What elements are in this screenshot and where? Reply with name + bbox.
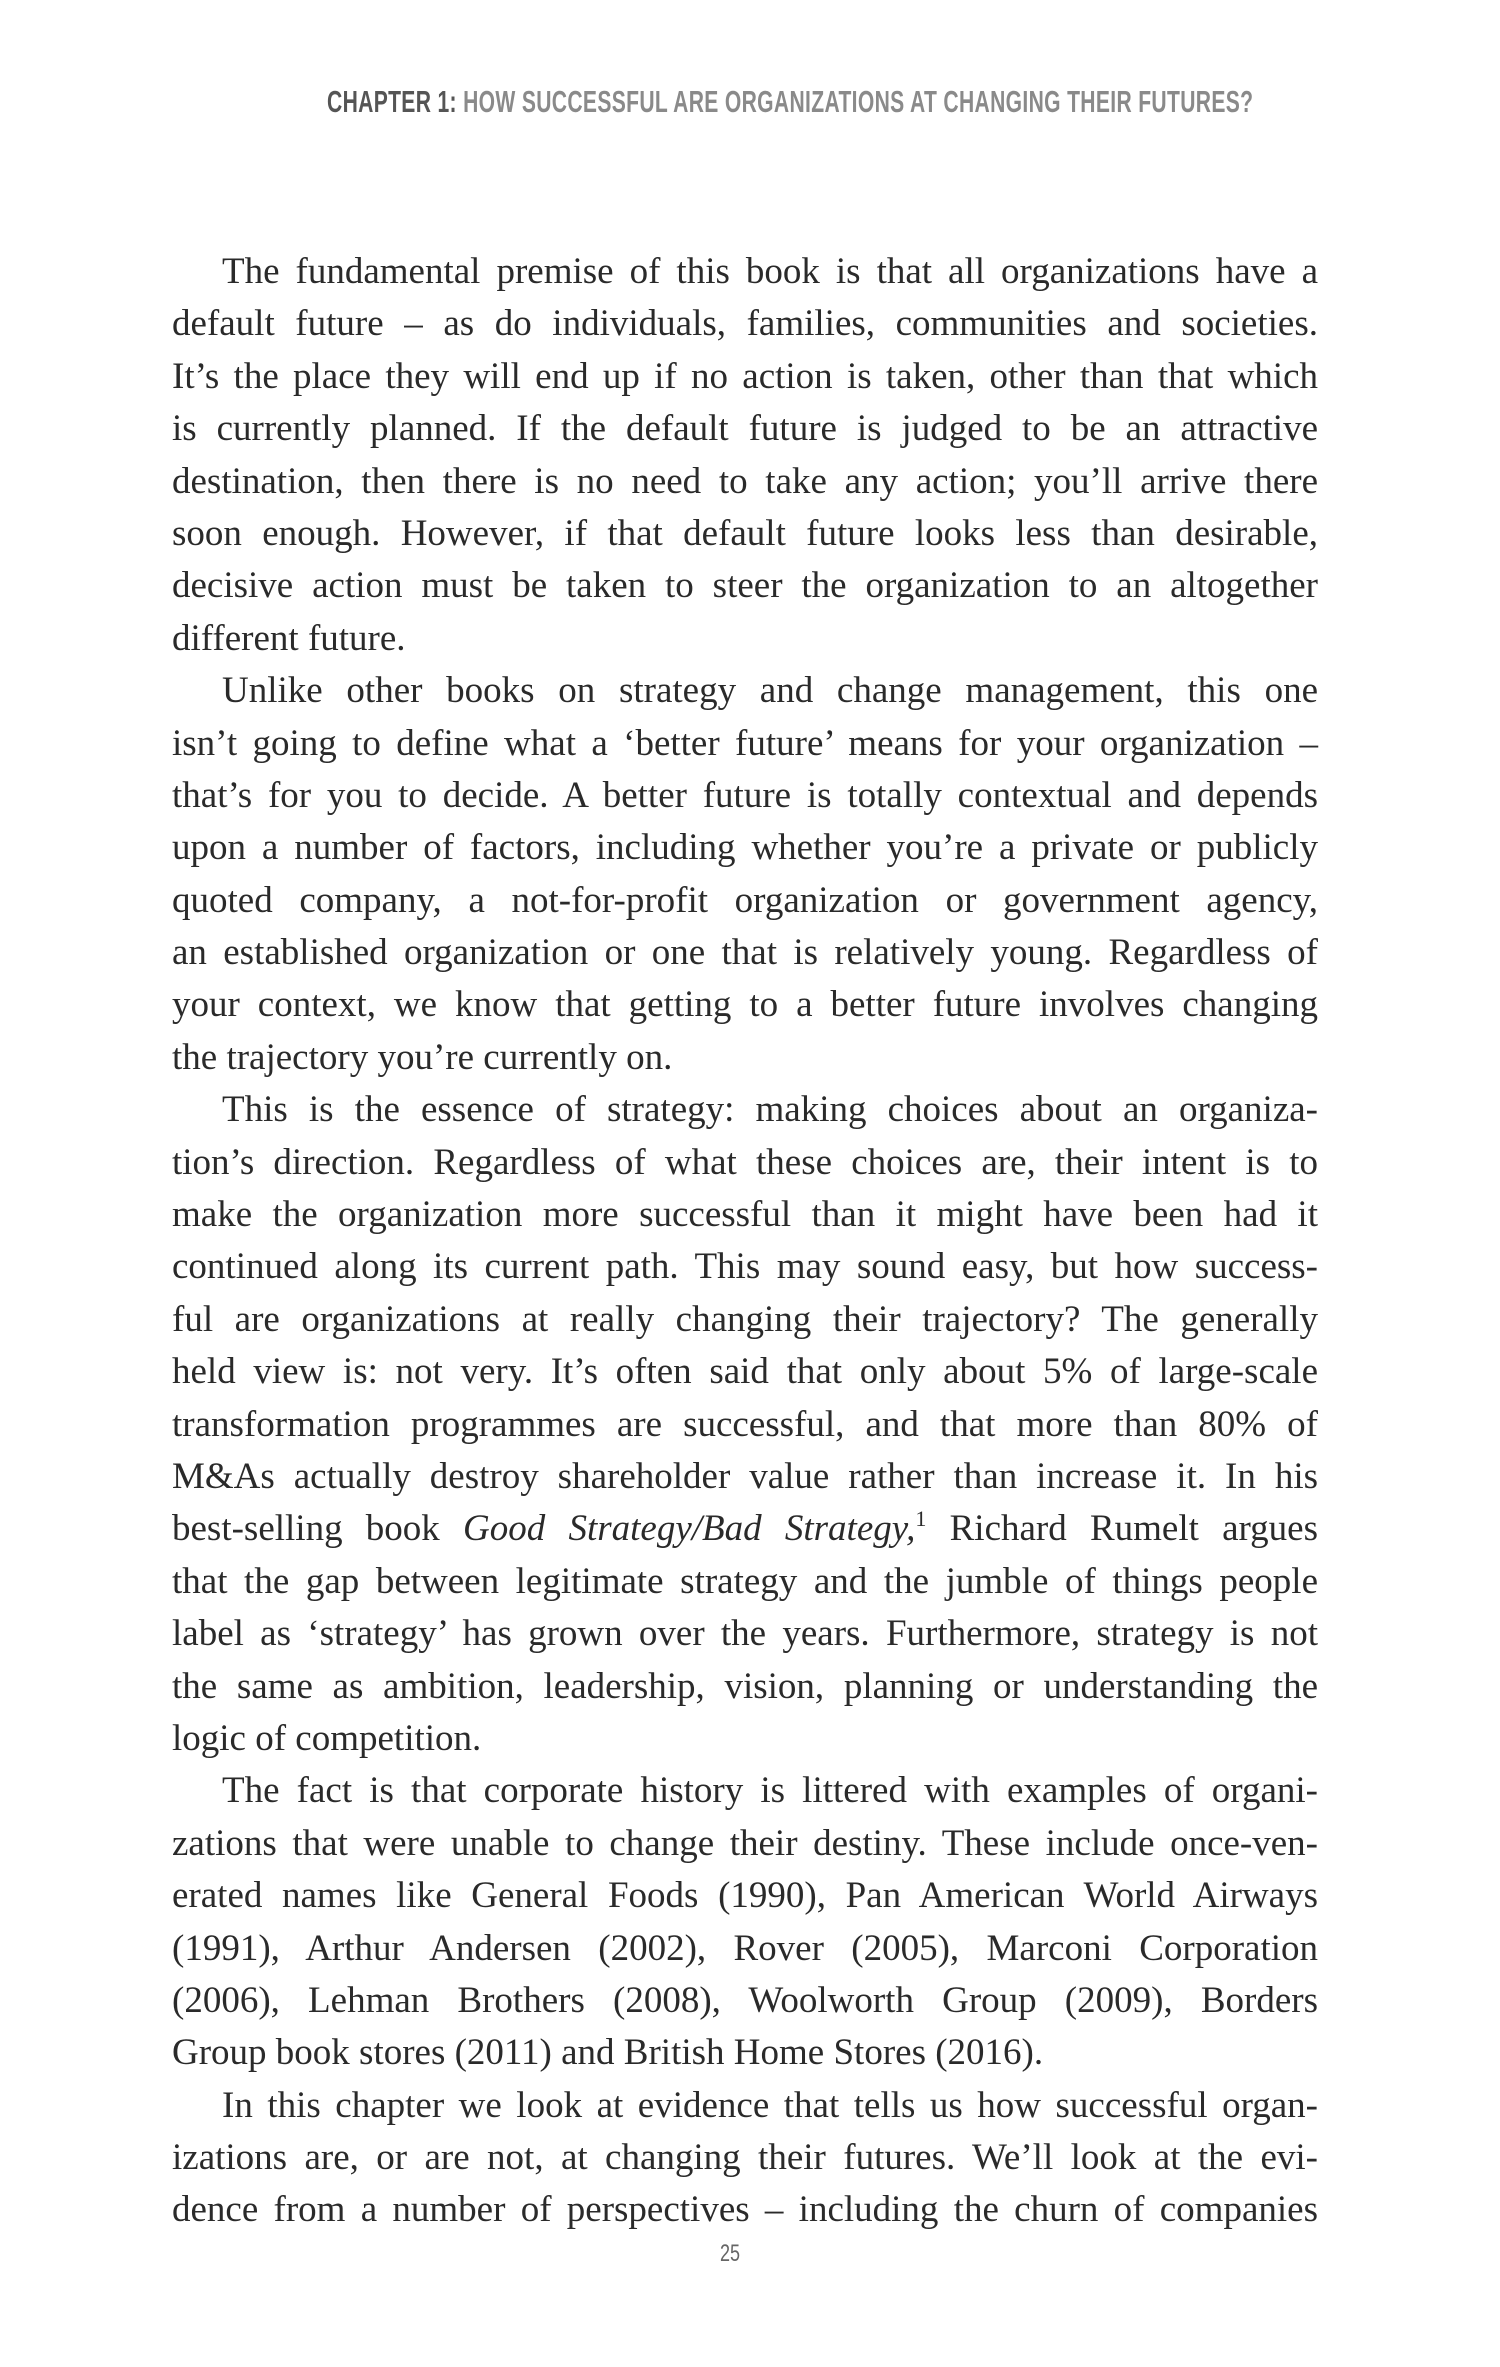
text-line: It’s the place they will end up if no action is taken, other than that which <box>172 355 1318 397</box>
text-line: dence from a number of perspectives – including the churn of companies <box>172 2189 1318 2231</box>
text-line: isn’t going to define what a ‘better future’ means for your organization – <box>172 722 1318 764</box>
paragraph <box>172 1765 1318 2079</box>
text-line: Group book stores (2011) and British Home Stores (2016). <box>172 2032 1044 2074</box>
chapter-title: HOW SUCCESSFUL ARE ORGANIZATIONS AT CHANGING THEIR FUTURES? <box>463 84 1254 119</box>
book-title: Good Strategy/Bad Strategy, <box>463 1508 916 1550</box>
text-line: label as ‘strategy’ has grown over the years. Furthermore, strategy is not <box>172 1613 1318 1655</box>
text-line: that the gap between legitimate strategy and the jumble of things people <box>172 1560 1318 1602</box>
text-line: quoted company, a not-for-profit organization or government agency, <box>172 879 1318 921</box>
text-line: make the organization more successful than it might have been had it <box>172 1194 1318 1236</box>
paragraph <box>172 1084 1318 1765</box>
text-span: Richard Rumelt argues <box>926 1508 1319 1550</box>
text-line: an established organization or one that is relatively young. Regardless of <box>172 932 1318 974</box>
text-line: (2006), Lehman Brothers (2008), Woolworth Group (2009), Borders <box>172 1979 1318 2021</box>
chapter-label: CHAPTER 1: <box>327 84 457 119</box>
text-line: The fact is that corporate history is littered with examples of organi- <box>222 1770 1318 1812</box>
text-line: M&As actually destroy shareholder value rather than increase it. In his <box>172 1455 1318 1497</box>
text-line: soon enough. However, if that default future looks less than desirable, <box>172 512 1318 554</box>
text-line: tion’s direction. Regardless of what these choices are, their intent is to <box>172 1141 1318 1183</box>
text-line: (1991), Arthur Andersen (2002), Rover (2005), Marconi Corporation <box>172 1927 1318 1969</box>
paragraph <box>172 665 1318 1084</box>
text-line: The fundamental premise of this book is that all organizations have a <box>222 251 1318 292</box>
text-line: your context, we know that getting to a better future involves changing <box>172 984 1318 1026</box>
footnote-ref: 1 <box>915 1506 927 1532</box>
text-line: decisive action must be taken to steer the organization to an altogether <box>172 565 1318 607</box>
text-line: ful are organizations at really changing their trajectory? The generally <box>172 1298 1318 1340</box>
paragraph <box>172 2080 1318 2237</box>
text-line: transformation programmes are successful, and that more than 80% of <box>172 1403 1318 1445</box>
text-line: upon a number of factors, including whether you’re a private or publicly <box>172 827 1318 869</box>
text-line: logic of competition. <box>172 1717 482 1759</box>
page-number: 25 <box>719 2240 741 2267</box>
text-line: izations are, or are not, at changing their futures. We’ll look at the evi- <box>172 2137 1318 2179</box>
text-line: default future – as do individuals, families, communities and societies. <box>172 303 1318 345</box>
text-line: In this chapter we look at evidence that tells us how successful organ- <box>222 2084 1318 2126</box>
paragraph <box>172 246 1318 665</box>
text-line: the same as ambition, leadership, vision, planning or understanding the <box>172 1665 1318 1707</box>
text-line: the trajectory you’re currently on. <box>172 1036 673 1078</box>
body-text <box>172 246 1318 2237</box>
text-line: is currently planned. If the default future is judged to be an attractive <box>172 408 1318 450</box>
running-header <box>327 84 1253 120</box>
text-line: held view is: not very. It’s often said that only about 5% of large-scale <box>172 1351 1318 1393</box>
text-line: This is the essence of strategy: making choices about an organiza- <box>222 1089 1318 1131</box>
text-line <box>172 1503 1318 1555</box>
text-span: best-selling book <box>172 1508 464 1550</box>
text-line: that’s for you to decide. A better future is totally contextual and depends <box>172 774 1318 816</box>
text-line: zations that were unable to change their destiny. These include once-ven- <box>172 1822 1318 1864</box>
text-line: continued along its current path. This may sound easy, but how success- <box>172 1246 1318 1288</box>
text-line: Unlike other books on strategy and change management, this one <box>222 670 1318 712</box>
text-line: different future. <box>172 617 406 659</box>
text-line: erated names like General Foods (1990), Pan American World Airways <box>172 1875 1318 1917</box>
text-line: destination, then there is no need to take any action; you’ll arrive there <box>172 460 1318 502</box>
